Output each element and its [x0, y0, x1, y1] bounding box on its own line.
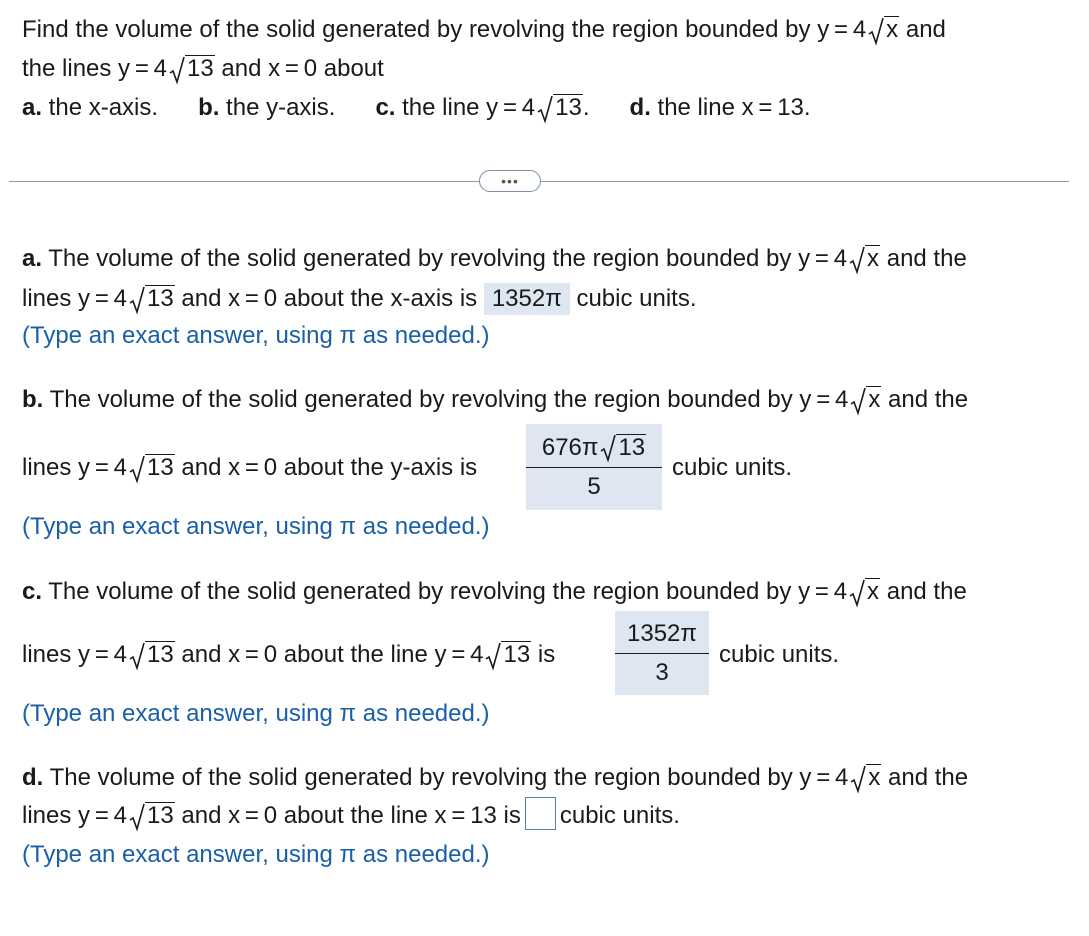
- answer-a-line-2: lines y = 4 13 and x = 0 about the x-axis is 1352π cubic units.: [22, 283, 697, 315]
- answer-c-box[interactable]: 1352π 3: [615, 611, 709, 695]
- sqrt-x: x: [868, 16, 899, 44]
- fraction-bar: [615, 653, 709, 654]
- answer-d-line-2: lines y = 4 13 and x = 0 about the line x = 13 is cubic units.: [22, 802, 680, 830]
- more-button[interactable]: •••: [479, 170, 541, 192]
- divider-left: [9, 181, 479, 182]
- answer-a-line-1: a. The volume of the solid generated by revolving the region bounded by y = 4 x and the: [22, 245, 967, 272]
- question-line-1: Find the volume of the solid generated by revolving the region bounded by y = 4 x and: [22, 16, 946, 43]
- question-parts: [22, 94, 811, 122]
- answer-a-box[interactable]: 1352π: [484, 283, 570, 315]
- answer-d-hint: (Type an exact answer, using π as needed.): [22, 841, 490, 868]
- fraction-bar: [526, 467, 662, 468]
- answer-d-line-1: d. The volume of the solid generated by revolving the region bounded by y = 4 x and the: [22, 764, 969, 791]
- part-d-label: d. the line x = 13.: [629, 94, 811, 121]
- answer-c-line-2: lines y = 4 13 and x = 0 about the line y = 4 13 is: [22, 641, 556, 668]
- question-text: Find the volume of the solid generated by revolving the region bounded by y = 4: [22, 16, 867, 43]
- divider-right: [541, 181, 1069, 182]
- answer-b-box[interactable]: 676π 13 5: [526, 424, 662, 510]
- answer-d-input[interactable]: [525, 797, 556, 830]
- sqrt-13: 13: [169, 55, 215, 83]
- answer-b-units: cubic units.: [672, 454, 793, 481]
- answer-b-line-1: b. The volume of the solid generated by revolving the region bounded by y = 4 x and the: [22, 386, 969, 413]
- part-b-label: b. the y-axis.: [198, 94, 336, 121]
- part-c-label: c. the line y = 4 13.: [375, 94, 590, 121]
- question-line-2: the lines y = 4 13 and x = 0 about: [22, 55, 384, 82]
- answer-c-units: cubic units.: [719, 641, 840, 668]
- answer-a-hint: (Type an exact answer, using π as needed.): [22, 322, 490, 349]
- answer-b-hint: (Type an exact answer, using π as needed.): [22, 513, 490, 540]
- answer-c-hint: (Type an exact answer, using π as needed.): [22, 700, 490, 727]
- answer-b-line-2: lines y = 4 13 and x = 0 about the y-axis is: [22, 454, 478, 481]
- part-a-label: a. the x-axis.: [22, 94, 159, 121]
- answer-c-line-1: c. The volume of the solid generated by revolving the region bounded by y = 4 x and the: [22, 578, 967, 605]
